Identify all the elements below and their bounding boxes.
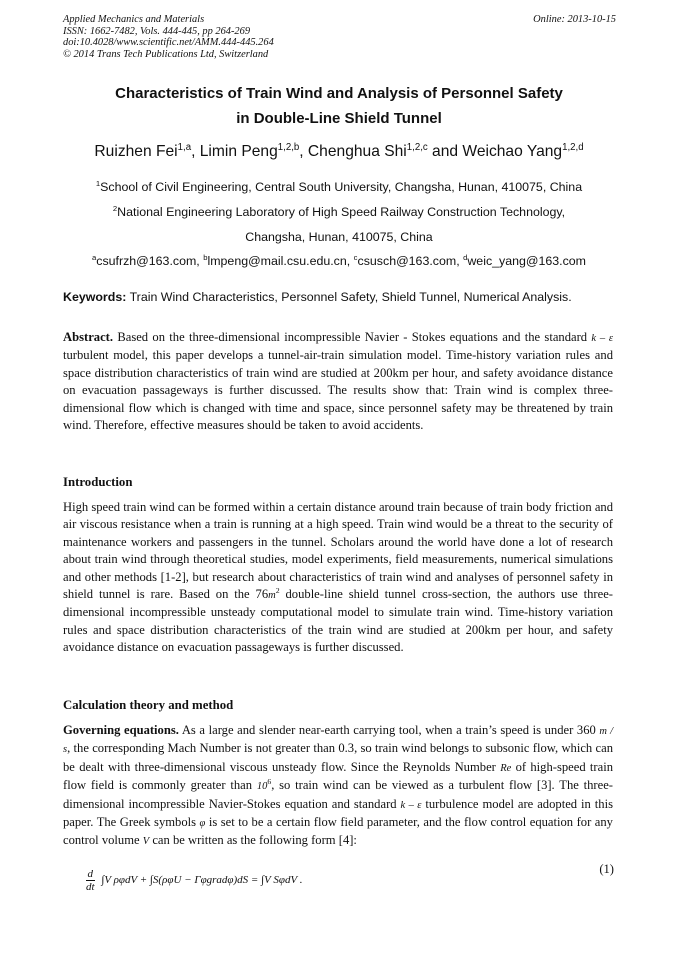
intro-text: High speed train wind can be formed within a certain distance around train because of train body friction and air viscous resistance when a train is running at a high speed. Train wind would be a threat to the security of maintenance workers and passengers in the tunnel. Scholars around the world have done a lot of research about train wind through theoretical studies, model experiments, field measurements, numerical simulations and other methods [1-2], but research about characteristics of train wind and analyses of personnel safety in shield tunnel is rare. Based on the — [63, 500, 613, 602]
calc-text: , so train wind can be viewed as a turbulent flow [3]. The three-dimensional incompressible Navier-Stokes equation and standard — [63, 778, 613, 811]
author-sup: 1,a — [177, 141, 192, 153]
equation-fraction — [86, 868, 95, 893]
email-link[interactable]: csusch@163.com — [357, 254, 457, 268]
email-sup: a — [91, 252, 97, 262]
journal-name: Applied Mechanics and Materials — [63, 14, 205, 25]
doi-line: doi:10.4028/www.scientific.net/AMM.444-445.264 — [63, 37, 274, 49]
governing-label: Governing equations. — [63, 723, 179, 737]
email-list: $^a$csufrzh@163.com, $^b$lmpeng@mail.csu.edu.cn, $^c$csusch@163.com, $^d$weic_yang@163.com — [91, 252, 587, 268]
math-power-exp: 6 — [267, 777, 272, 787]
affiliation-sup: 1 — [95, 178, 101, 188]
fraction-denominator: dt — [86, 881, 95, 893]
math-reynolds: Re — [500, 762, 512, 774]
title-line-1: Characteristics of Train Wind and Analysis of Personnel Safety — [115, 85, 563, 102]
calculation-paragraph — [63, 722, 613, 851]
equation-1 — [86, 868, 303, 893]
equation-body: ∫V ρφdV + ∫S(ρφU − Γφgradφ)dS = ∫V SφdV — [101, 874, 297, 887]
author-name: Weichao Yang — [462, 143, 563, 160]
author-sup: 1,2,b — [277, 141, 300, 153]
email-link[interactable]: lmpeng@mail.csu.edu.cn — [207, 254, 347, 268]
affiliation-text: National Engineering Laboratory of High Speed Railway Construction Technology, — [117, 205, 566, 219]
author-list — [40, 143, 638, 161]
abstract-text: turbulent model, this paper develops a tunnel-air-train simulation model. Time-history variation rules and space distribution characteristics of train wind are studied at 200km per hour, and safety avoidance distance on evacuation passageways is further discussed. The results show that: Train wind is complex three-dimensional flow which is changed with time and space, since personnel safety may be threatened by train wind. Therefore, effective measures should be taken to avoid accidents. — [63, 348, 613, 433]
equation-number: (1) — [599, 862, 614, 876]
fraction-numerator: d — [87, 868, 94, 880]
issn-line: ISSN: 1662-7482, Vols. 444-445, pp 264-269 — [63, 25, 251, 37]
intro-area-unit: m — [268, 590, 276, 602]
math-phi: φ — [199, 818, 206, 830]
calc-speed: 360 — [576, 723, 596, 737]
keywords-text: Train Wind Characteristics, Personnel Safety, Shield Tunnel, Numerical Analysis. — [129, 290, 572, 304]
email-link[interactable]: weic_yang@163.com — [467, 254, 587, 268]
affiliation-2-cont: Changsha, Hunan, 410075, China — [245, 230, 433, 244]
email-sup: d — [463, 252, 468, 262]
intro-area-exp: 2 — [275, 585, 280, 595]
introduction-paragraph — [63, 499, 613, 657]
math-k-epsilon: k – ε — [400, 799, 422, 811]
author-separator: , — [299, 143, 308, 160]
math-power-base: 10 — [256, 781, 268, 793]
intro-text: double-line shield tunnel cross-section, the authors use three-dimensional incompressible unsteady computational model to simulate train wind. Time-history variation rules and space distribution characteristics of the train wind are studied at 200km per hour, and safety avoidance distance on evacuation passageways is further discussed. — [63, 587, 613, 655]
title-line-2: in Double-Line Shield Tunnel — [236, 110, 442, 127]
author-sup: 1,2,d — [562, 141, 584, 153]
author-sup: 1,2,c — [406, 141, 428, 153]
math-k-epsilon: k – ε — [591, 333, 614, 344]
math-volume: V — [142, 836, 150, 848]
equation-period: . — [299, 874, 303, 887]
email-sup: b — [203, 252, 208, 262]
calc-text: is set to be a certain flow field parameter, and the flow control equation for any control volume — [63, 815, 613, 848]
calc-text: can be written as the following form [4]: — [152, 833, 357, 848]
section-heading-calculation: Calculation theory and method — [63, 698, 234, 712]
author-separator: , — [191, 143, 200, 160]
abstract-text: Based on the three-dimensional incompressible Navier - Stokes equations and the standard — [117, 330, 588, 344]
affiliation-2 — [40, 205, 638, 219]
author-name: Ruizhen Fei — [94, 143, 178, 160]
copyright-line: © 2014 Trans Tech Publications Ltd, Switzerland — [63, 48, 269, 60]
calc-text: As a large and slender near-earth carrying tool, when a train’s speed is under — [181, 723, 574, 737]
calc-speed-unit: m / s — [63, 726, 613, 756]
journal-header — [63, 14, 274, 60]
author-name: Limin Peng — [199, 143, 278, 160]
affiliation-sup: 2 — [112, 203, 118, 213]
affiliation-1 — [40, 180, 638, 194]
email-sup: c — [353, 252, 358, 262]
online-date: Online: 2013-10-15 — [533, 14, 616, 25]
affiliation-text: School of Civil Engineering, Central South University, Changsha, Hunan, 410075, China — [100, 180, 583, 194]
email-link[interactable]: csufrzh@163.com — [96, 254, 197, 268]
keywords — [63, 290, 572, 304]
section-heading-introduction: Introduction — [63, 475, 133, 489]
calc-text: turbulence model are adopted in this paper. The Greek symbols — [63, 796, 613, 830]
keywords-label: Keywords: — [63, 290, 127, 304]
calc-text: of high-speed train flow field is commonly greater than — [63, 759, 614, 793]
author-and: and — [427, 143, 463, 160]
abstract-label: Abstract. — [63, 330, 114, 344]
abstract — [63, 329, 613, 434]
paper-title — [40, 81, 638, 131]
author-name: Chenghua Shi — [307, 143, 407, 160]
intro-area-value: 76 — [255, 587, 269, 602]
calc-text: , the corresponding Mach Number is not greater than 0.3, so train wind belongs to subsonic flow, which can be dealt with three-dimensional viscous unsteady flow. Since the Reynolds Number — [63, 741, 613, 774]
